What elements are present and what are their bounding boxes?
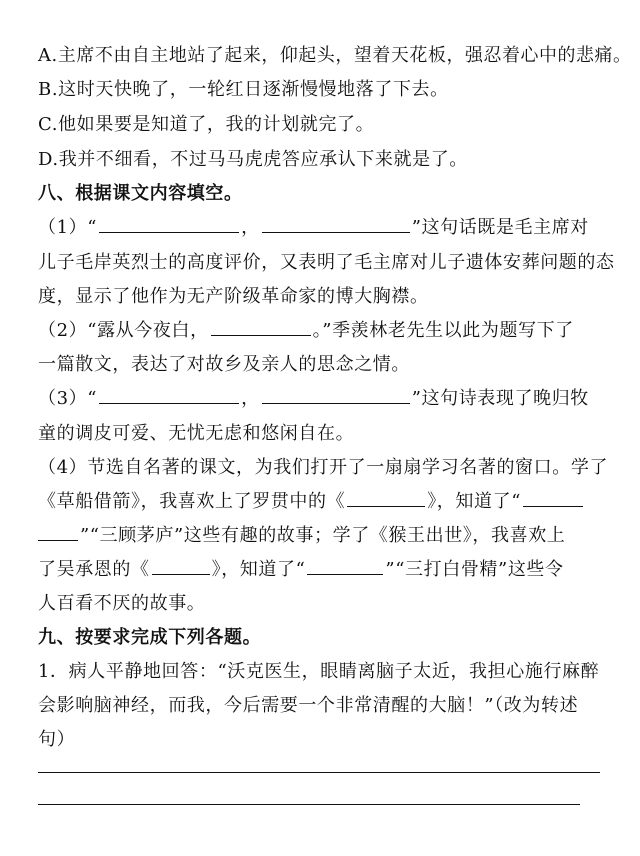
q8-4-blank-story-1b[interactable] bbox=[38, 524, 78, 541]
q8-4-blank-book-2[interactable] bbox=[152, 558, 210, 575]
q8-4-line4 bbox=[38, 557, 564, 583]
answer-line-1[interactable] bbox=[38, 772, 600, 773]
q8-3-line2: 童的调皮可爱、无忧无虑和悠闲自在。 bbox=[38, 423, 355, 444]
q8-1-tail: 这句话既是毛主席对 bbox=[421, 217, 589, 238]
q9-1-line3: 句） bbox=[38, 729, 76, 750]
q8-2-number: （2） bbox=[38, 320, 88, 341]
section-8-title: 八、根据课文内容填空。 bbox=[38, 183, 243, 204]
q8-1-blank-2[interactable] bbox=[262, 216, 410, 233]
q8-4-line4-a: 了吴承恩的《 bbox=[38, 559, 150, 580]
option-c: C.他如果要是知道了，我的计划就完了。 bbox=[38, 114, 375, 135]
option-d: D.我并不细看，不过马马虎虎答应承认下来就是了。 bbox=[38, 149, 468, 170]
q8-3-line1 bbox=[38, 386, 589, 412]
q8-3-number: （3） bbox=[38, 388, 88, 409]
q8-4-blank-book-1[interactable] bbox=[347, 490, 425, 507]
q8-4-line3-a: ”“三顾茅庐”这些有趣的故事；学了《猴王出世》，我喜欢上 bbox=[80, 525, 566, 546]
q9-1-line1: 1．病人平静地回答：“沃克医生，眼睛离脑子太近，我担心施行麻醉 bbox=[38, 661, 600, 682]
q8-4-line5: 人百看不厌的故事。 bbox=[38, 593, 206, 614]
q8-4-line2-a: 《草船借箭》，我喜欢上了罗贯中的《 bbox=[38, 491, 346, 512]
q8-1-line1 bbox=[38, 215, 589, 241]
q8-4-line1: （4）节选自名著的课文，为我们打开了一扇扇学习名著的窗口。学了 bbox=[38, 457, 609, 478]
section-9-title: 九、按要求完成下列各题。 bbox=[38, 627, 262, 648]
q8-3-blank-2[interactable] bbox=[262, 387, 410, 404]
q8-4-line3 bbox=[38, 523, 565, 549]
q8-1-line2: 儿子毛岸英烈士的高度评价，又表明了毛主席对儿子遗体安葬问题的态 bbox=[38, 252, 615, 273]
q8-2-line1 bbox=[38, 318, 574, 344]
q8-3-comma: ， bbox=[241, 388, 260, 409]
q8-1-line3: 度，显示了他作为无产阶级革命家的博大胸襟。 bbox=[38, 286, 429, 307]
q8-1-blank-1[interactable] bbox=[99, 216, 239, 233]
q8-4-line4-b: 》，知道了“ bbox=[211, 559, 306, 580]
q8-3-open-quote: “ bbox=[87, 388, 98, 409]
q8-3-close-quote: ” bbox=[411, 388, 422, 409]
q8-1-comma: ， bbox=[241, 217, 260, 238]
q9-1-line2: 会影响脑神经，而我，今后需要一个非常清醒的大脑！”（改为转述 bbox=[38, 695, 579, 716]
q8-3-tail: 这句诗表现了晚归牧 bbox=[421, 388, 589, 409]
q8-3-blank-1[interactable] bbox=[99, 387, 239, 404]
q8-4-line2 bbox=[38, 489, 585, 515]
q8-2-blank[interactable] bbox=[211, 319, 311, 336]
q8-4-line4-c: ”“三打白骨精”这些令 bbox=[385, 559, 564, 580]
q8-1-close-quote: ” bbox=[411, 217, 422, 238]
q8-1-number: （1） bbox=[38, 217, 88, 238]
q8-2-head: “露从今夜白， bbox=[87, 320, 209, 341]
answer-line-2[interactable] bbox=[38, 804, 580, 805]
q8-2-line2: 一篇散文，表达了对故乡及亲人的思念之情。 bbox=[38, 354, 410, 375]
option-a: A.主席不由自主地站了起来，仰起头，望着天花板，强忍着心中的悲痛。 bbox=[38, 45, 632, 66]
q8-2-tail: 。”季羡林老先生以此为题写下了 bbox=[312, 320, 574, 341]
q8-4-line2-b: 》，知道了“ bbox=[427, 491, 522, 512]
option-b: B.这时天快晚了，一轮红日逐渐慢慢地落了下去。 bbox=[38, 79, 449, 100]
q8-1-open-quote: “ bbox=[87, 217, 98, 238]
q8-4-blank-story-1a[interactable] bbox=[523, 490, 583, 507]
q8-4-blank-story-2[interactable] bbox=[307, 558, 383, 575]
